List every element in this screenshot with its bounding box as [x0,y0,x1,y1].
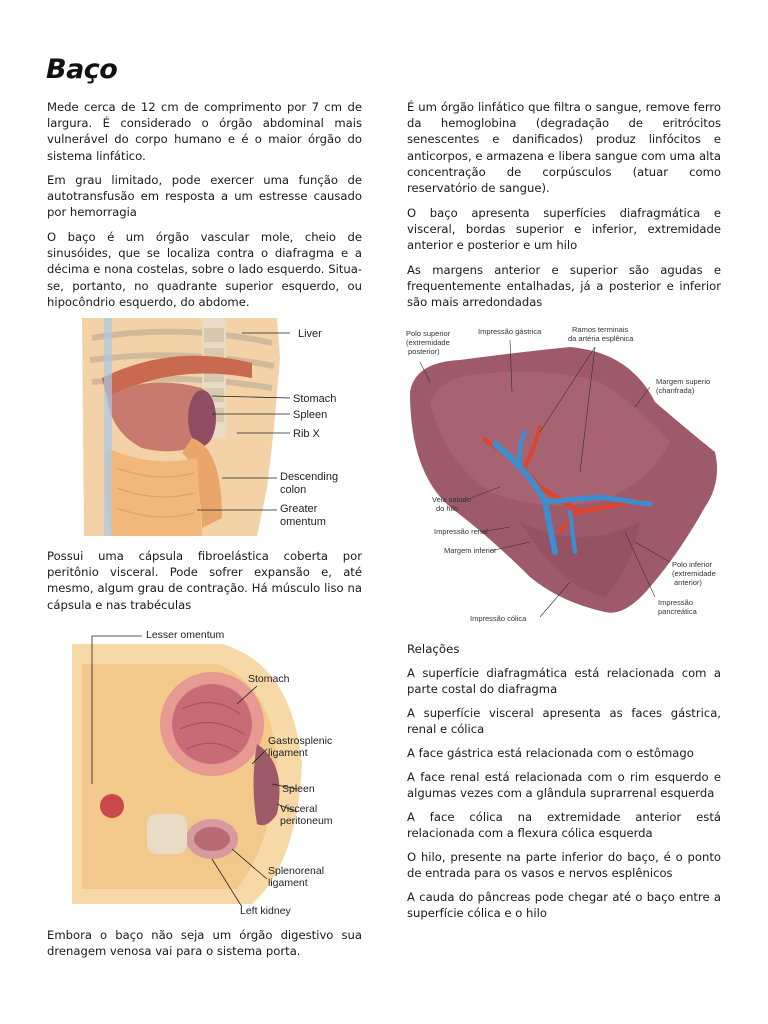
label-splenorenal-ligament: Splenorenal ligament [268,865,325,889]
label-impressao-gastrica: Impressão gástrica [478,327,542,336]
label-spleen: Spleen [293,409,328,421]
figure-spleen-position [62,318,352,536]
label-spleen-2: Spleen [282,783,315,795]
relation-1: A superfície diafragmática está relacionada com a parte costal do diafragma [407,666,721,697]
label-rib: Rib X [293,428,320,440]
label-gastrosplenic-ligament: Gastrosplenic ligament [268,735,333,759]
label-polo-inferior: Polo inferior (extremidade anterior) [672,560,716,587]
figure-spleen-visceral [400,322,725,624]
label-visceral-peritoneum: Visceral peritoneum [280,803,333,827]
left-paragraph-1: Mede cerca de 12 cm de comprimento por 7 cm de largura. É considerado o órgão abdominal mais vulnerável do corpo humano e é o maior órgão do sistema linfático. [47,100,362,163]
right-paragraph-1: É um órgão linfático que filtra o sangue, remove ferro da hemoglobina (degradação de eritrócitos senescentes e danificados) produz linfócitos e anticorpos, e armazena e libera sangue com uma alta concentração de corpúsculos (atuar como reservatório de sangue). [407,100,721,196]
label-margem-superior: Margem superio (chanfrada) [656,377,711,395]
left-paragraph-4: Possui uma cápsula fibroelástica coberta por peritônio visceral. Pode sofrer expansão e, até mesmo, algum grau de contração. Há músculo liso na cápsula e nas trabéculas [47,549,362,612]
label-impressao-colica: Impressão cólica [470,614,527,623]
label-left-kidney: Left kidney [240,905,291,917]
relation-5: A face cólica na extremidade anterior está relacionada com a flexura cólica esquerda [407,810,721,841]
left-paragraph-2: Em grau limitado, pode exercer uma função de autotransfusão em resposta a um estresse causado por hemorragia [47,173,362,220]
page-title: Baço [46,54,118,85]
label-liver: Liver [298,328,322,340]
figure-spleen-visceral-illustration [400,322,725,624]
left-paragraph-5: Embora o baço não seja um órgão digestivo sua drenagem venosa vai para o sistema porta. [47,928,362,959]
relation-6: O hilo, presente na parte inferior do baço, é o ponto de entrada para os vasos e nervos esplênicos [407,850,721,881]
relation-7: A cauda do pâncreas pode chegar até o baço entre a superfície cólica e o hilo [407,890,721,921]
relation-2: A superfície visceral apresenta as faces gástrica, renal e cólica [407,706,721,737]
label-lesser-omentum: Lesser omentum [146,629,225,641]
label-descending-colon: Descending colon [280,471,339,496]
right-paragraph-3: As margens anterior e superior são agudas e frequentemente entalhadas, já a posterior e inferior são mais arredondadas [407,263,721,310]
figure-spleen-position-illustration [62,318,352,536]
label-impressao-renal: Impressão renal [434,527,488,536]
label-margem-inferior: Margem inferior [444,546,497,555]
right-paragraph-2: O baço apresenta superfícies diafragmática e visceral, bordas superior e inferior, extremidade anterior e posterior e um hilo [407,206,721,253]
label-impressao-pancreatica: Impressão pancreática [658,598,697,616]
label-stomach-2: Stomach [248,673,290,685]
label-ramos-terminais: Ramos terminais da artéria esplênica [568,325,634,343]
label-stomach: Stomach [293,393,337,405]
figure-cross-section-illustration [72,624,362,920]
figure-cross-section [72,624,362,920]
relation-3: A face gástrica está relacionada com o estômago [407,746,694,760]
relations-heading: Relações [407,642,460,656]
relation-4: A face renal está relacionada com o rim esquerdo e algumas vezes com a glândula suprarrenal esquerda [407,770,721,801]
left-paragraph-3: O baço é um órgão vascular mole, cheio de sinusóides, que se localiza contra o diafragma e a décima e nona costelas, sobre o lado esquerdo. Situa-se, portanto, no quadrante superior esquerdo, ou hipocôndrio esquerdo, do abdome. [47,230,362,309]
label-veia-saindo: Veia saindo do hilo [432,495,471,513]
label-polo-superior: Polo superior (extremidade posterior) [406,329,451,356]
label-greater-omentum: Greater omentum [280,503,326,528]
